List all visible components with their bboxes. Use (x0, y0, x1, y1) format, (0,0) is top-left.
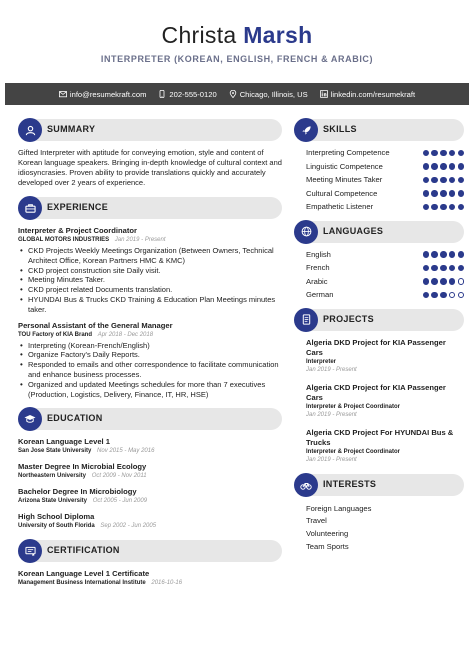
rating-dot-filled (423, 204, 430, 211)
rating-dot-filled (458, 150, 465, 157)
linkedin-icon (320, 90, 328, 98)
project-title: Algeria DKD Project for KIA Passenger Cars (306, 337, 446, 357)
languages-list (294, 250, 464, 300)
user-icon (18, 118, 42, 142)
linkedin-text: linkedin.com/resumekraft (330, 89, 416, 99)
rating-dot-filled (423, 190, 430, 197)
job-bullet: • Meeting Minutes Taker. (18, 275, 282, 285)
skills-section-header (294, 118, 464, 142)
interest-item: Foreign Languages (306, 503, 372, 513)
degree-title: High School Diploma (18, 512, 95, 522)
projects-section-header (294, 308, 464, 332)
job-title: Interpreter & Project Coordinator (18, 226, 137, 235)
left-column (18, 118, 282, 594)
education-meta (18, 447, 282, 456)
skill-name: Meeting Minutes Taker (306, 175, 383, 184)
job-meta (18, 331, 282, 340)
job-bullets (18, 341, 282, 400)
degree-title: Master Degree In Microbial Ecology (18, 462, 147, 472)
skill-row (306, 162, 464, 172)
education-meta (18, 522, 282, 531)
job-bullets (18, 246, 282, 315)
rating-dot-filled (458, 204, 465, 211)
certification-title: CERTIFICATION (47, 545, 120, 556)
certification-section-header (18, 539, 282, 563)
rating-dot-filled (440, 190, 447, 197)
contact-bar (5, 83, 469, 105)
education-entry (18, 512, 282, 531)
rating-dot-filled (431, 292, 438, 299)
job-bullet: • CKD project construction site Daily visit. (18, 266, 282, 276)
rating-dot-filled (423, 163, 430, 170)
experience-title: EXPERIENCE (47, 202, 109, 212)
contact-linkedin[interactable] (320, 90, 415, 99)
education-meta (18, 472, 282, 481)
job-company: GLOBAL MOTORS INDUSTRIES (18, 237, 110, 243)
job-bullet: • CKD project related Documents translation. (18, 285, 282, 295)
project-role: Interpreter & Project Coordinator (306, 403, 401, 410)
rating-dot-filled (449, 177, 456, 184)
skill-rating (423, 150, 464, 157)
rating-dot-filled (440, 204, 447, 211)
education-title: EDUCATION (47, 413, 103, 424)
rating-dot-filled (431, 251, 438, 258)
rating-dot-filled (440, 292, 447, 299)
summary-title: SUMMARY (47, 124, 96, 134)
rating-dot-empty (449, 292, 456, 299)
job-bullet: • Organize Factory's Daily Reports. (18, 350, 282, 360)
rating-dot-filled (431, 177, 438, 184)
language-row (306, 277, 464, 287)
projects-list (294, 338, 464, 464)
job-dates: Jan 2019 - Present (114, 237, 166, 243)
rating-dot-filled (458, 190, 465, 197)
project-title: Algeria CKD Project For HYUNDAI Bus & Trucks (306, 427, 454, 447)
experience-section-header (18, 196, 282, 220)
education-dates: Nov 2015 - May 2016 (97, 448, 155, 455)
rating-dot-filled (431, 163, 438, 170)
certification-meta (18, 579, 282, 588)
rating-dot-filled (440, 278, 447, 285)
certificate-issuer: Management Business International Institute (18, 580, 146, 587)
degree-title: Bachelor Degree In Microbiology (18, 487, 137, 497)
rating-dot-filled (458, 265, 465, 272)
education-dates: Oct 2009 - Nov 2011 (91, 473, 147, 480)
skill-name: Cultural Competence (306, 188, 378, 198)
rating-dot-filled (423, 251, 430, 258)
skill-rating (423, 190, 464, 197)
rating-dot-filled (423, 292, 430, 299)
rating-dot-filled (440, 265, 447, 272)
language-name: German (306, 290, 334, 299)
rating-dot-filled (440, 163, 447, 170)
language-rating (423, 265, 464, 272)
globe-icon (294, 220, 318, 244)
candidate-name (0, 22, 474, 49)
job-subtitle: INTERPRETER (KOREAN, ENGLISH, FRENCH & ARABIC) (100, 54, 374, 64)
education-entry (18, 487, 282, 506)
language-row (306, 290, 464, 300)
education-dates: Sep 2002 - Jun 2005 (100, 523, 157, 530)
rating-dot-filled (431, 190, 438, 197)
rating-dot-filled (431, 150, 438, 157)
rating-dot-filled (449, 163, 456, 170)
project-role: Interpreter & Project Coordinator (306, 448, 401, 455)
rating-dot-filled (431, 204, 438, 211)
project-entry (306, 338, 464, 374)
rating-dot-filled (423, 150, 430, 157)
projects-title: PROJECTS (323, 313, 374, 324)
job-entry (18, 226, 282, 315)
summary-section-header (18, 118, 282, 142)
school-name: Arizona State University (18, 498, 88, 505)
skills-list (294, 148, 464, 212)
skill-row (306, 202, 464, 212)
school-name: Northeastern University (18, 473, 87, 480)
rating-dot-filled (423, 265, 430, 272)
certificate-title: Korean Language Level 1 Certificate (18, 569, 150, 579)
rating-dot-filled (458, 251, 465, 258)
email-text: info@resumekraft.com (69, 89, 147, 99)
rating-dot-filled (423, 278, 430, 285)
skill-rating (423, 163, 464, 170)
certificate-date: 2016-10-16 (151, 580, 183, 587)
contact-location (229, 90, 308, 99)
right-column (294, 118, 464, 553)
project-dates: Jan 2019 - Present (306, 411, 357, 418)
job-bullet: • Responded to emails and other correspondence to facilitate communication and enhance business processes. (18, 360, 282, 380)
phone-icon (158, 90, 166, 98)
location-pin-icon (229, 90, 237, 98)
project-entry (306, 428, 464, 464)
skill-rating (423, 204, 464, 211)
interest-item: Team Sports (306, 541, 349, 551)
language-name: English (306, 249, 331, 259)
contact-email[interactable] (59, 90, 147, 99)
skill-rating (423, 177, 464, 184)
rating-dot-filled (449, 190, 456, 197)
rating-dot-filled (431, 265, 438, 272)
job-title: Personal Assistant of the General Manager (18, 320, 173, 330)
skills-title: SKILLS (323, 124, 357, 134)
summary-text: Gifted Interpreter with aptitude for conveying emotion, style and content of Korean language speakers. Bringing in-depth knowledge of cultural context and idiosyncrasies. Proven ability to provide translations quickly and accurately developed over 2 years of experience. (18, 148, 282, 187)
education-meta (18, 497, 282, 506)
job-meta (18, 236, 282, 245)
job-bullet: • HYUNDAI Bus & Trucks CKD Training & Education Plan Meetings minutes taker. (18, 295, 282, 315)
last-name: Marsh (243, 22, 313, 48)
language-rating (423, 251, 464, 258)
rating-dot-filled (449, 204, 456, 211)
school-name: University of South Florida (18, 523, 95, 530)
rating-dot-filled (458, 163, 465, 170)
job-company: TOU Factory of KIA Brand (18, 331, 93, 338)
location-text: Chicago, Illinois, US (239, 89, 308, 99)
first-name: Christa (161, 22, 237, 48)
project-role: Interpreter (306, 358, 337, 365)
rating-dot-filled (440, 150, 447, 157)
education-entry (18, 437, 282, 456)
language-row (306, 250, 464, 260)
skill-row (306, 148, 464, 158)
rating-dot-filled (458, 177, 465, 184)
job-bullet: • CKD Projects Weekly Meetings Organization (Between Owners, Technical Architect Office, Korean Partners HMC & KMC) (18, 246, 282, 266)
rating-dot-filled (449, 150, 456, 157)
rating-dot-filled (449, 278, 456, 285)
project-entry (306, 383, 464, 419)
rating-dot-empty (458, 278, 465, 285)
interests-title: INTERESTS (323, 478, 377, 489)
skill-name: Interpreting Competence (306, 148, 390, 157)
skill-name: Empathetic Listener (306, 202, 374, 211)
bicycle-icon (294, 473, 318, 497)
briefcase-icon (18, 196, 42, 220)
rating-dot-filled (449, 265, 456, 272)
interests-section-header (294, 473, 464, 497)
email-icon (59, 90, 67, 98)
rating-dot-filled (449, 251, 456, 258)
contact-phone[interactable] (158, 90, 216, 99)
phone-text: 202-555-0120 (169, 89, 217, 99)
rating-dot-filled (440, 251, 447, 258)
document-icon (294, 308, 318, 332)
project-title: Algeria CKD Project for KIA Passenger Cars (306, 382, 446, 402)
education-dates: Oct 2005 - Jun 2009 (92, 498, 148, 505)
interest-item: Volunteering (306, 528, 349, 538)
job-dates: Apr 2018 - Dec 2018 (97, 331, 154, 338)
project-dates: Jan 2019 - Present (306, 456, 357, 463)
interests-list (294, 503, 464, 554)
skill-row (306, 189, 464, 199)
rocket-icon (294, 118, 318, 142)
rating-dot-filled (423, 177, 430, 184)
language-name: Arabic (306, 276, 328, 286)
education-section-header (18, 407, 282, 431)
skill-name: Linguistic Competence (306, 161, 383, 171)
rating-dot-filled (431, 278, 438, 285)
school-name: San Jose State University (18, 448, 92, 455)
job-bullet: • Organized and updated Meetings schedules for more than 7 executives (Production, Logistics, Delivery, Finance, IT, HR, HSE) (18, 380, 282, 400)
language-name: French (306, 263, 330, 272)
rating-dot-empty (458, 292, 465, 299)
language-rating (423, 292, 464, 299)
language-row (306, 263, 464, 273)
language-rating (423, 278, 464, 285)
education-entry (18, 462, 282, 481)
degree-title: Korean Language Level 1 (18, 437, 110, 447)
project-dates: Jan 2019 - Present (306, 366, 357, 373)
skill-row (306, 175, 464, 185)
rating-dot-filled (440, 177, 447, 184)
job-bullet: • Interpreting (Korean-French/English) (18, 341, 282, 351)
languages-title: LANGUAGES (323, 225, 384, 236)
job-entry (18, 321, 282, 400)
interest-item: Travel (306, 516, 327, 526)
languages-section-header (294, 220, 464, 244)
certification-entry (18, 569, 282, 588)
